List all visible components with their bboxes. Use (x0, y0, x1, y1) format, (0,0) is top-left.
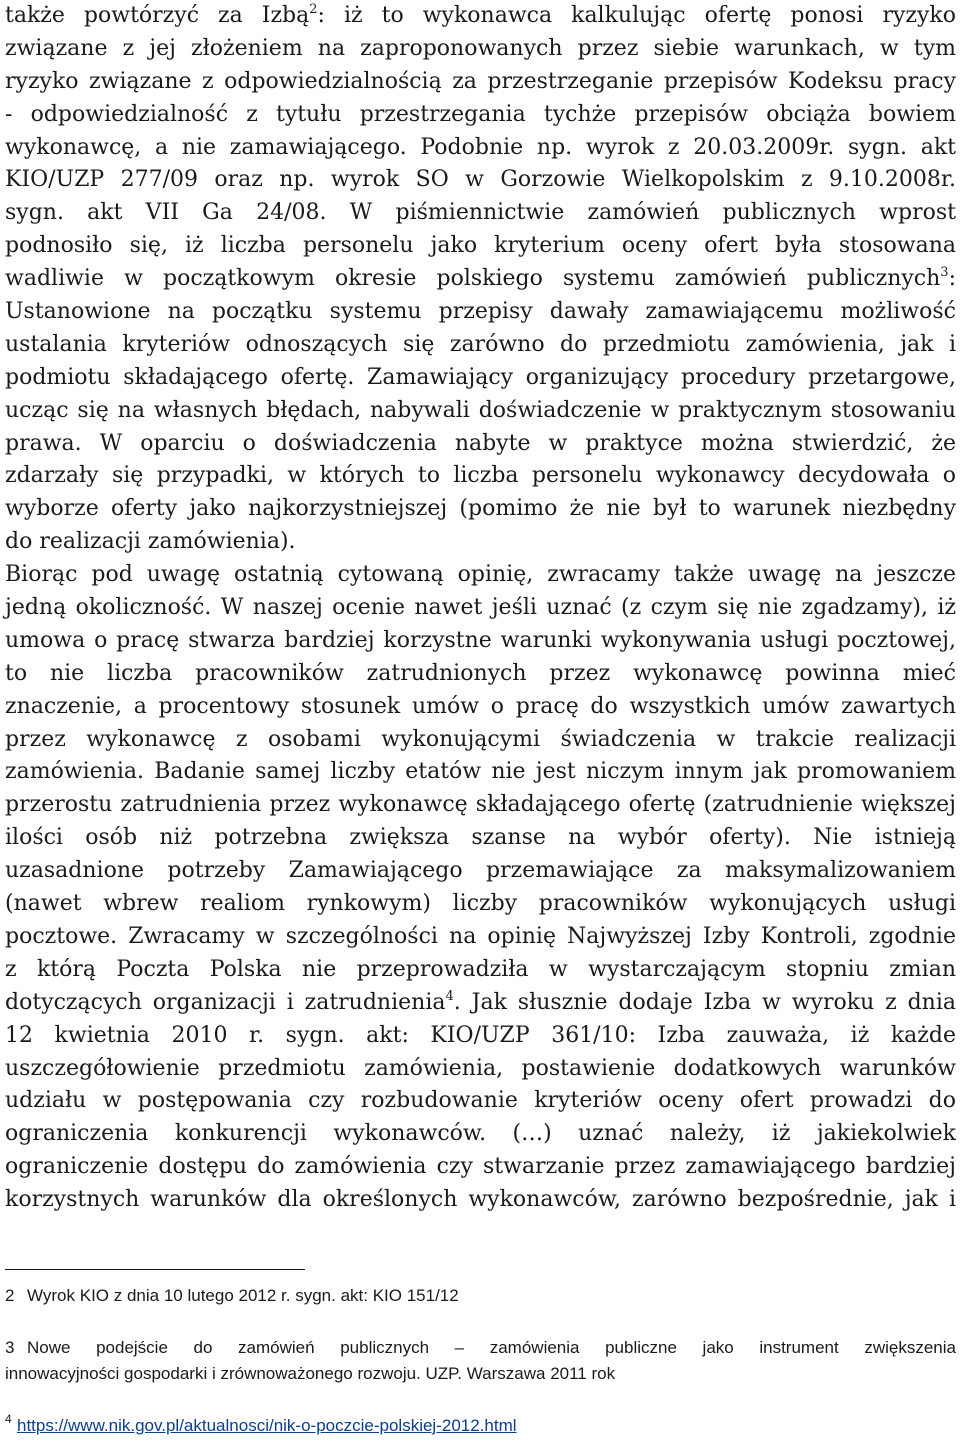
line-text: (nawet wbrew realiom rynkowym) liczby pracowników wykonujących usługi (5, 891, 956, 917)
line-text: - odpowiedzialność z tytułu przestrzegania tychże przepisów obciąża bowiem (5, 101, 956, 127)
line-text: KIO/UZP 277/09 oraz np. wyrok SO w Gorzowie Wielkopolskim z 9.10.2008r. (5, 167, 956, 193)
line-text: związane z jej złożeniem na zaproponowanych przez siebie warunkach, w tym (5, 35, 956, 61)
line-text: dotyczących organizacji i zatrudnienia (5, 989, 446, 1015)
line-text: pocztowe. Zwracamy w szczególności na opinię Najwyższej Izby Kontroli, zgodnie (5, 923, 956, 949)
text-line (5, 197, 956, 230)
line-text: wadliwie w początkowym okresie polskiego systemu zamówień publicznych (5, 266, 941, 292)
text-line (5, 559, 956, 592)
line-text: to nie liczba pracowników zatrudnionych przez wykonawcę powinna mieć (5, 660, 956, 686)
line-text: : iż to wykonawca kalkulując ofertę ponosi ryzyko (317, 3, 957, 28)
footnote-ref[interactable]: 2 (309, 2, 318, 17)
line-text: udziału w postępowania czy rozbudowanie kryteriów oceny ofert prowadzi do (5, 1088, 956, 1114)
footnote-ref[interactable]: 4 (445, 988, 454, 1004)
text-line (5, 1151, 956, 1184)
body-text (5, 0, 956, 1217)
line-text: prawa. W oparciu o doświadczenia nabyte w praktyce można stwierdzić, że (5, 430, 956, 456)
text-line (5, 230, 956, 263)
line-text: przerostu zatrudnienia przez wykonawcę składającego ofertę (zatrudnienie większej (5, 792, 956, 818)
line-text: z którą Poczta Polska nie przeprowadziła w wystarczającym stopniu zmian (5, 956, 956, 982)
footnote-3 (5, 1335, 956, 1361)
text-line (5, 954, 956, 987)
line-text: korzystnych warunków dla określonych wykonawców, zarówno bezpośrednie, jak i (5, 1187, 956, 1213)
line-text: uszczegółowienie przedmiotu zamówienia, postawienie dodatkowych warunków (5, 1055, 956, 1081)
text-line (5, 132, 956, 165)
text-line (5, 1053, 956, 1086)
line-text: Biorąc pod uwagę ostatnią cytowaną opinię, zwracamy także uwagę na jeszcze (5, 562, 956, 588)
line-text: przez wykonawcę z osobami wykonującymi świadczenia w trakcie realizacji (5, 726, 956, 752)
footnote-number: 3 (5, 1338, 15, 1357)
footnotes (5, 1283, 956, 1439)
line-text: także powtórzyć za Izbą (5, 3, 310, 28)
line-text: ilości osób niż potrzebna zwiększa szanse na wybór oferty). Nie istnieją (5, 825, 956, 851)
footnote-4: 4 https://www.nik.gov.pl/aktualnosci/nik-o-poczcie-polskiej-2012.html (5, 1412, 517, 1435)
text-line (5, 658, 956, 691)
text-line (5, 1085, 956, 1118)
text-line (5, 460, 956, 493)
text-line (5, 691, 956, 724)
text-line (5, 263, 956, 296)
footnote-ref[interactable]: 3 (940, 265, 949, 281)
line-text: uzasadnione potrzeby Zamawiającego przemawiające za maksymalizowaniem (5, 858, 956, 884)
footnote-separator (5, 1269, 305, 1270)
footnote-3-continued: innowacyjności gospodarki i zrównoważonego rozwoju. UZP. Warszawa 2011 rok (5, 1364, 616, 1383)
footnote-text: Wyrok KIO z dnia 10 lutego 2012 r. sygn. akt: KIO 151/12 (27, 1286, 459, 1305)
text-line (5, 822, 956, 855)
text-line (5, 362, 956, 395)
line-text: zdarzały się przypadki, w których to liczba personelu wykonawcy decydowała o (5, 463, 956, 489)
line-text: zamówienia. Badanie samej liczby etatów nie jest niczym innym jak promowaniem (5, 759, 956, 785)
text-line (5, 592, 956, 625)
text-line (5, 395, 956, 428)
line-text: wykonawcę, a nie zamawiającego. Podobnie np. wyrok z 20.03.2009r. sygn. akt (5, 134, 956, 160)
line-text: podmiotu składającego ofertę. Zamawiający organizujący procedury przetargowe, (5, 364, 956, 390)
text-line (5, 756, 956, 789)
text-line (5, 1184, 956, 1217)
line-text: 12 kwietnia 2010 r. sygn. akt: KIO/UZP 361/10: Izba zauważa, iż każde (5, 1022, 956, 1048)
line-text: jedną okoliczność. W naszej ocenie nawet jeśli uznać (z czym się nie zgadzamy), iż (5, 595, 956, 621)
text-line (5, 428, 956, 461)
footnote-link[interactable]: https://www.nik.gov.pl/aktualnosci/nik-o-poczcie-polskiej-2012.html (17, 1416, 517, 1435)
text-line (5, 625, 956, 658)
text-line (5, 0, 956, 33)
text-line (5, 164, 956, 197)
line-text: ustalania kryteriów odnoszących się zarówno do przedmiotu zamówienia, jak i (5, 331, 956, 357)
footnote-text: Nowe podejście do zamówień publicznych – zamówienia publiczne jako instrument zwiększenia (27, 1338, 956, 1357)
text-line (5, 724, 956, 757)
line-text: ryzyko związane z odpowiedzialnością za przestrzeganie przepisów Kodeksu pracy (5, 68, 956, 94)
line-text: podnosiło się, iż liczba personelu jako kryterium oceny ofert była stosowana (5, 233, 956, 259)
footnote-2 (5, 1283, 956, 1309)
line-text: sygn. akt VII Ga 24/08. W piśmiennictwie zamówień publicznych wprost (5, 200, 956, 226)
text-line (5, 921, 956, 954)
line-text: znaczenie, a procentowy stosunek umów o pracę do wszystkich umów zawartych (5, 693, 956, 719)
line-text: ucząc się na własnych błędach, nabywali doświadczenie w praktycznym stosowaniu (5, 397, 956, 423)
text-line (5, 526, 956, 559)
text-line (5, 296, 956, 329)
text-line (5, 99, 956, 132)
text-line (5, 33, 956, 66)
text-line (5, 855, 956, 888)
text-line (5, 888, 956, 921)
text-line (5, 66, 956, 99)
line-text: : (948, 266, 956, 292)
text-line (5, 1118, 956, 1151)
line-text: umowa o pracę stwarza bardziej korzystne warunki wykonywania usługi pocztowej, (5, 627, 956, 653)
text-line (5, 493, 956, 526)
line-text: do realizacji zamówienia). (5, 529, 296, 555)
text-line (5, 987, 956, 1020)
text-line (5, 329, 956, 362)
line-text: ograniczenia konkurencji wykonawców. (…) uznać należy, iż jakiekolwiek (5, 1121, 956, 1147)
footnote-number: 2 (5, 1286, 15, 1305)
line-text: Ustanowione na początku systemu przepisy dawały zamawiającemu możliwość (5, 299, 956, 325)
line-text: ograniczenie dostępu do zamówienia czy stwarzanie przez zamawiającego bardziej (5, 1154, 956, 1180)
line-text: wyborze oferty jako najkorzystniejszej (pomimo że nie był to warunek niezbędny (5, 496, 956, 522)
text-line (5, 789, 956, 822)
line-text: . Jak słusznie dodaje Izba w wyroku z dnia (453, 989, 957, 1015)
text-line (5, 1020, 956, 1053)
